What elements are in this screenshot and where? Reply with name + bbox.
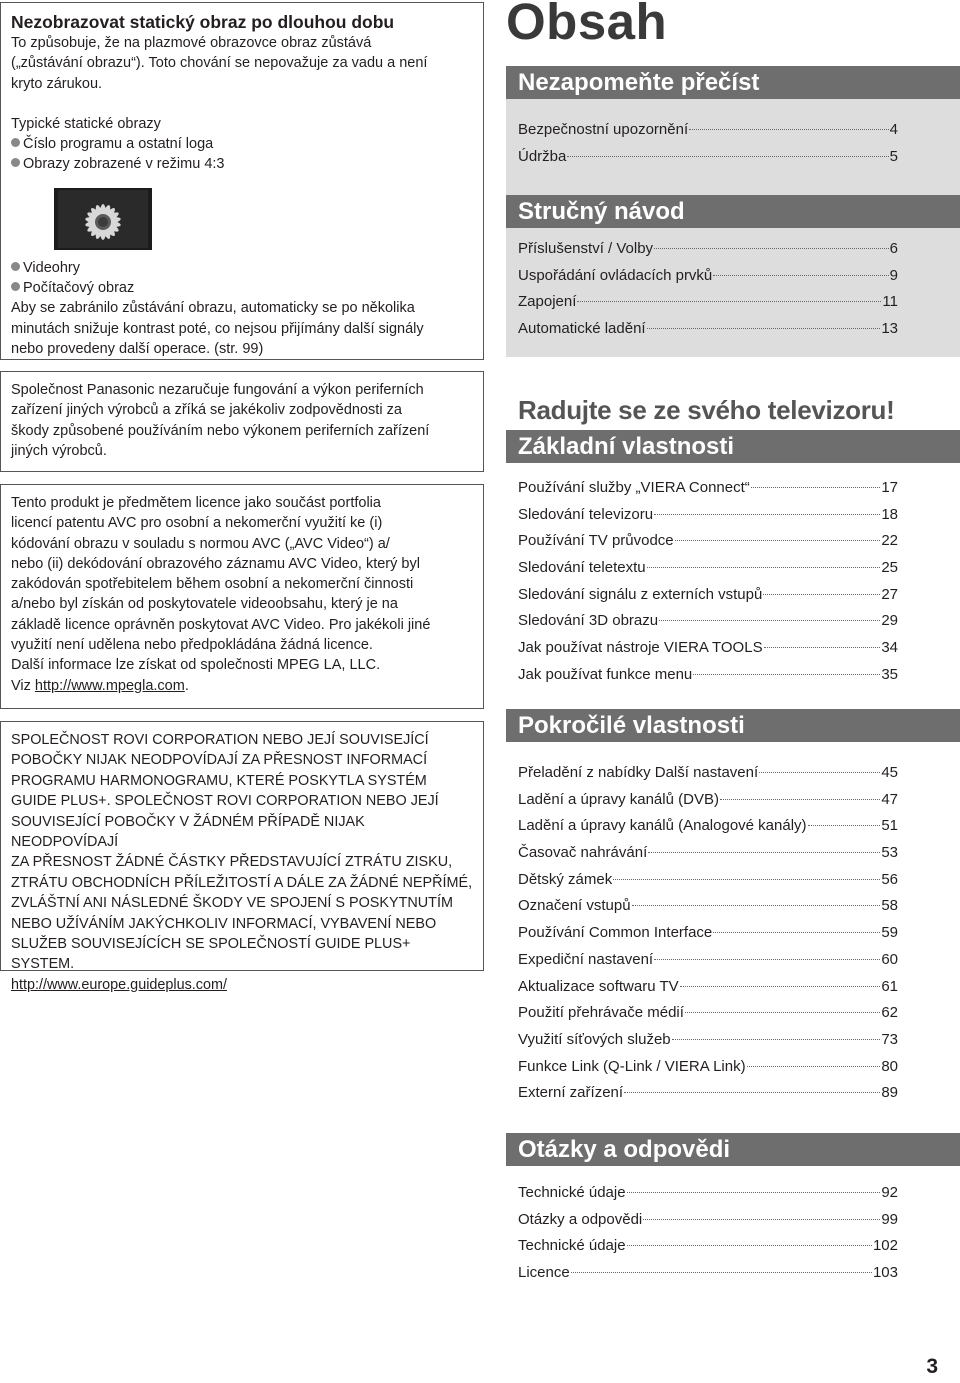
- warning-line: („zůstávání obrazu“). Toto chování se nepovažuje za vadu a není: [11, 55, 428, 72]
- toc-entry[interactable]: Zapojení 11: [518, 293, 898, 311]
- bullet-item: Číslo programu a ostatní loga: [11, 134, 473, 154]
- toc-entry[interactable]: Používání služby „VIERA Connect“ 17: [518, 479, 898, 496]
- license-line: zakódován spotřebitelem během osobní a nekomerční činnosti: [11, 576, 414, 593]
- toc-entry[interactable]: Funkce Link (Q-Link / VIERA Link) 80: [518, 1057, 898, 1075]
- toc-entry[interactable]: Bezpečnostní upozornění 4: [518, 121, 898, 138]
- avc-license-box: [0, 484, 484, 709]
- toc-entry[interactable]: Ladění a úpravy kanálů (Analogové kanály) 51: [518, 817, 898, 835]
- link-prefix: Viz: [11, 677, 35, 694]
- section-heading-4: Pokročilé vlastnosti: [506, 709, 960, 742]
- toc-entry[interactable]: Sledování signálu z externích vstupů 27: [518, 585, 898, 603]
- toc-entry[interactable]: Dětský zámek 56: [518, 870, 898, 888]
- license-line: nebo (ii) dekódování obrazového záznamu AVC Video, který byl: [11, 555, 420, 572]
- section-heading-3: Základní vlastnosti: [506, 430, 960, 463]
- warning-line: kryto zárukou.: [11, 75, 103, 92]
- toc-entry[interactable]: Sledování televizoru 18: [518, 505, 898, 523]
- panasonic-disclaimer-box: [0, 371, 484, 472]
- disclaimer-line: škody způsobené používáním nebo výkonem periferních zařízení: [11, 422, 430, 439]
- toc-list-3: [518, 475, 898, 689]
- page-number: 3: [926, 1355, 938, 1378]
- rovi-line: ZTRÁTU OBCHODNÍCH PŘÍLEŽITOSTÍ A DÁLE ZA ŽÁDNÉ NEPŘÍMÉ,: [11, 874, 473, 891]
- toc-entry[interactable]: Uspořádání ovládacích prvků 9: [518, 266, 898, 284]
- section-heading-1: Nezapomeňte přečíst: [506, 66, 960, 99]
- toc-entry[interactable]: Jak používat nástroje VIERA TOOLS 34: [518, 639, 898, 657]
- toc-entry[interactable]: Technické údaje 92: [518, 1184, 898, 1201]
- toc-entry[interactable]: Automatické ladění 13: [518, 320, 898, 338]
- bullet-item: Počítačový obraz: [11, 278, 473, 298]
- toc-list-2: [518, 236, 898, 343]
- warning-body-line: nebo provedeny další operace. (str. 99): [11, 340, 264, 357]
- rovi-line: SLUŽEB SOUVISEJÍCÍCH SE SPOLEČNOSTÍ GUIDE PLUS+ SYSTEM.: [11, 936, 411, 973]
- rovi-line: POBOČKY NIJAK NEODPOVÍDAJÍ ZA PŘESNOST INFORMACÍ: [11, 752, 428, 769]
- typical-heading: Typické statické obrazy: [11, 115, 161, 132]
- disclaimer-line: zařízení jiných výrobců a zříká se jakékoliv zodpovědnosti za: [11, 402, 402, 419]
- disclaimer-line: jiných výrobců.: [11, 442, 107, 459]
- section-heading-2: Stručný návod: [506, 195, 960, 228]
- bullet-item: Obrazy zobrazené v režimu 4:3: [11, 154, 473, 174]
- toc-entry[interactable]: Aktualizace softwaru TV 61: [518, 977, 898, 995]
- rovi-line: PROGRAMU HARMONOGRAMU, KTERÉ POSKYTLA SYSTÉM: [11, 772, 427, 789]
- toc-list-4: [518, 760, 898, 1107]
- license-link-line: [11, 676, 473, 696]
- toc-entry[interactable]: Licence 103: [518, 1264, 898, 1282]
- slogan-heading: Radujte se ze svého televizoru!: [518, 395, 895, 425]
- toc-list-1: [518, 117, 898, 170]
- contents-title: Obsah: [506, 0, 668, 50]
- disclaimer-line: Společnost Panasonic nezaručuje fungování a výkon periferních: [11, 382, 424, 398]
- toc-entry[interactable]: Údržba 5: [518, 147, 898, 165]
- toc-entry[interactable]: Použití přehrávače médií 62: [518, 1004, 898, 1022]
- toc-entry[interactable]: Používání TV průvodce 22: [518, 532, 898, 550]
- toc-entry[interactable]: Přeladění z nabídky Další nastavení 45: [518, 764, 898, 781]
- rovi-line: ZA PŘESNOST ŽÁDNÉ ČÁSTKY PŘEDSTAVUJÍCÍ ZTRÁTU ZISKU,: [11, 854, 453, 871]
- static-image-warning-box: [0, 2, 484, 360]
- rovi-line: SPOLEČNOST ROVI CORPORATION NEBO JEJÍ SOUVISEJÍCÍ: [11, 732, 429, 748]
- toc-entry[interactable]: Časovač nahrávání 53: [518, 844, 898, 862]
- warning-title: Nezobrazovat statický obraz po dlouhou dobu: [11, 12, 395, 32]
- license-line: využití není udělena nebo předpokládána žádná licence.: [11, 637, 373, 654]
- license-line: licencí patentu AVC pro osobní a nekomerční využití ke (i): [11, 515, 383, 532]
- warning-line: To způsobuje, že na plazmové obrazovce obraz zůstává: [11, 35, 372, 51]
- rovi-line: NEBO UŽÍVÁNÍM JAKÝCHKOLIV INFORMACÍ, VYBAVENÍ NEBO: [11, 915, 437, 932]
- link-suffix: .: [184, 677, 189, 694]
- toc-entry[interactable]: Expediční nastavení 60: [518, 950, 898, 968]
- license-line: Tento produkt je předmětem licence jako součást portfolia: [11, 495, 381, 511]
- license-line: a/nebo byl získán od poskytovatele videoobsahu, který je na: [11, 596, 398, 613]
- toc-entry[interactable]: Využití síťových služeb 73: [518, 1030, 898, 1048]
- bullet-item: Videohry: [11, 258, 473, 278]
- rovi-line: ZVLÁŠTNÍ ANI NÁSLEDNÉ ŠKODY VE SPOJENÍ S POSKYTNUTÍM: [11, 895, 453, 912]
- warning-body-line: minutách snižuje kontrast poté, co nejsou přijímány další signály: [11, 320, 424, 337]
- mpegla-link[interactable]: http://www.mpegla.com: [34, 677, 185, 694]
- toc-entry[interactable]: Technické údaje 102: [518, 1237, 898, 1255]
- toc-entry[interactable]: Sledování teletextu 25: [518, 559, 898, 577]
- license-line: základě licence oprávněn poskytovat AVC Video. Pro jakékoli jiné: [11, 616, 431, 633]
- warning-body-line: Aby se zabránilo zůstávání obrazu, automaticky se po několika: [11, 300, 415, 317]
- rovi-line: SOUVISEJÍCÍ POBOČKY V ŽÁDNÉM PŘÍPADĚ NIJAK NEODPOVÍDAJÍ: [11, 813, 365, 851]
- rovi-line: GUIDE PLUS+. SPOLEČNOST ROVI CORPORATION NEBO JEJÍ: [11, 793, 439, 810]
- toc-list-5: [518, 1180, 898, 1287]
- tv-flower-image: [54, 188, 152, 250]
- section-heading-5: Otázky a odpovědi: [506, 1133, 960, 1166]
- toc-entry[interactable]: Používání Common Interface 59: [518, 924, 898, 942]
- license-line: Další informace lze získat od společnosti MPEG LA, LLC.: [11, 657, 381, 674]
- guideplus-link[interactable]: http://www.europe.guideplus.com/: [11, 976, 227, 993]
- toc-entry[interactable]: Externí zařízení 89: [518, 1084, 898, 1102]
- toc-entry[interactable]: Sledování 3D obrazu 29: [518, 612, 898, 630]
- toc-entry[interactable]: Označení vstupů 58: [518, 897, 898, 915]
- toc-entry[interactable]: Jak používat funkce menu 35: [518, 665, 898, 683]
- toc-entry[interactable]: Otázky a odpovědi 99: [518, 1210, 898, 1228]
- toc-entry[interactable]: Ladění a úpravy kanálů (DVB) 47: [518, 790, 898, 808]
- rovi-disclaimer-box: [0, 721, 484, 993]
- toc-entry[interactable]: Příslušenství / Volby 6: [518, 240, 898, 257]
- license-line: kódování obrazu v souladu s normou AVC („AVC Video“) a/: [11, 535, 390, 552]
